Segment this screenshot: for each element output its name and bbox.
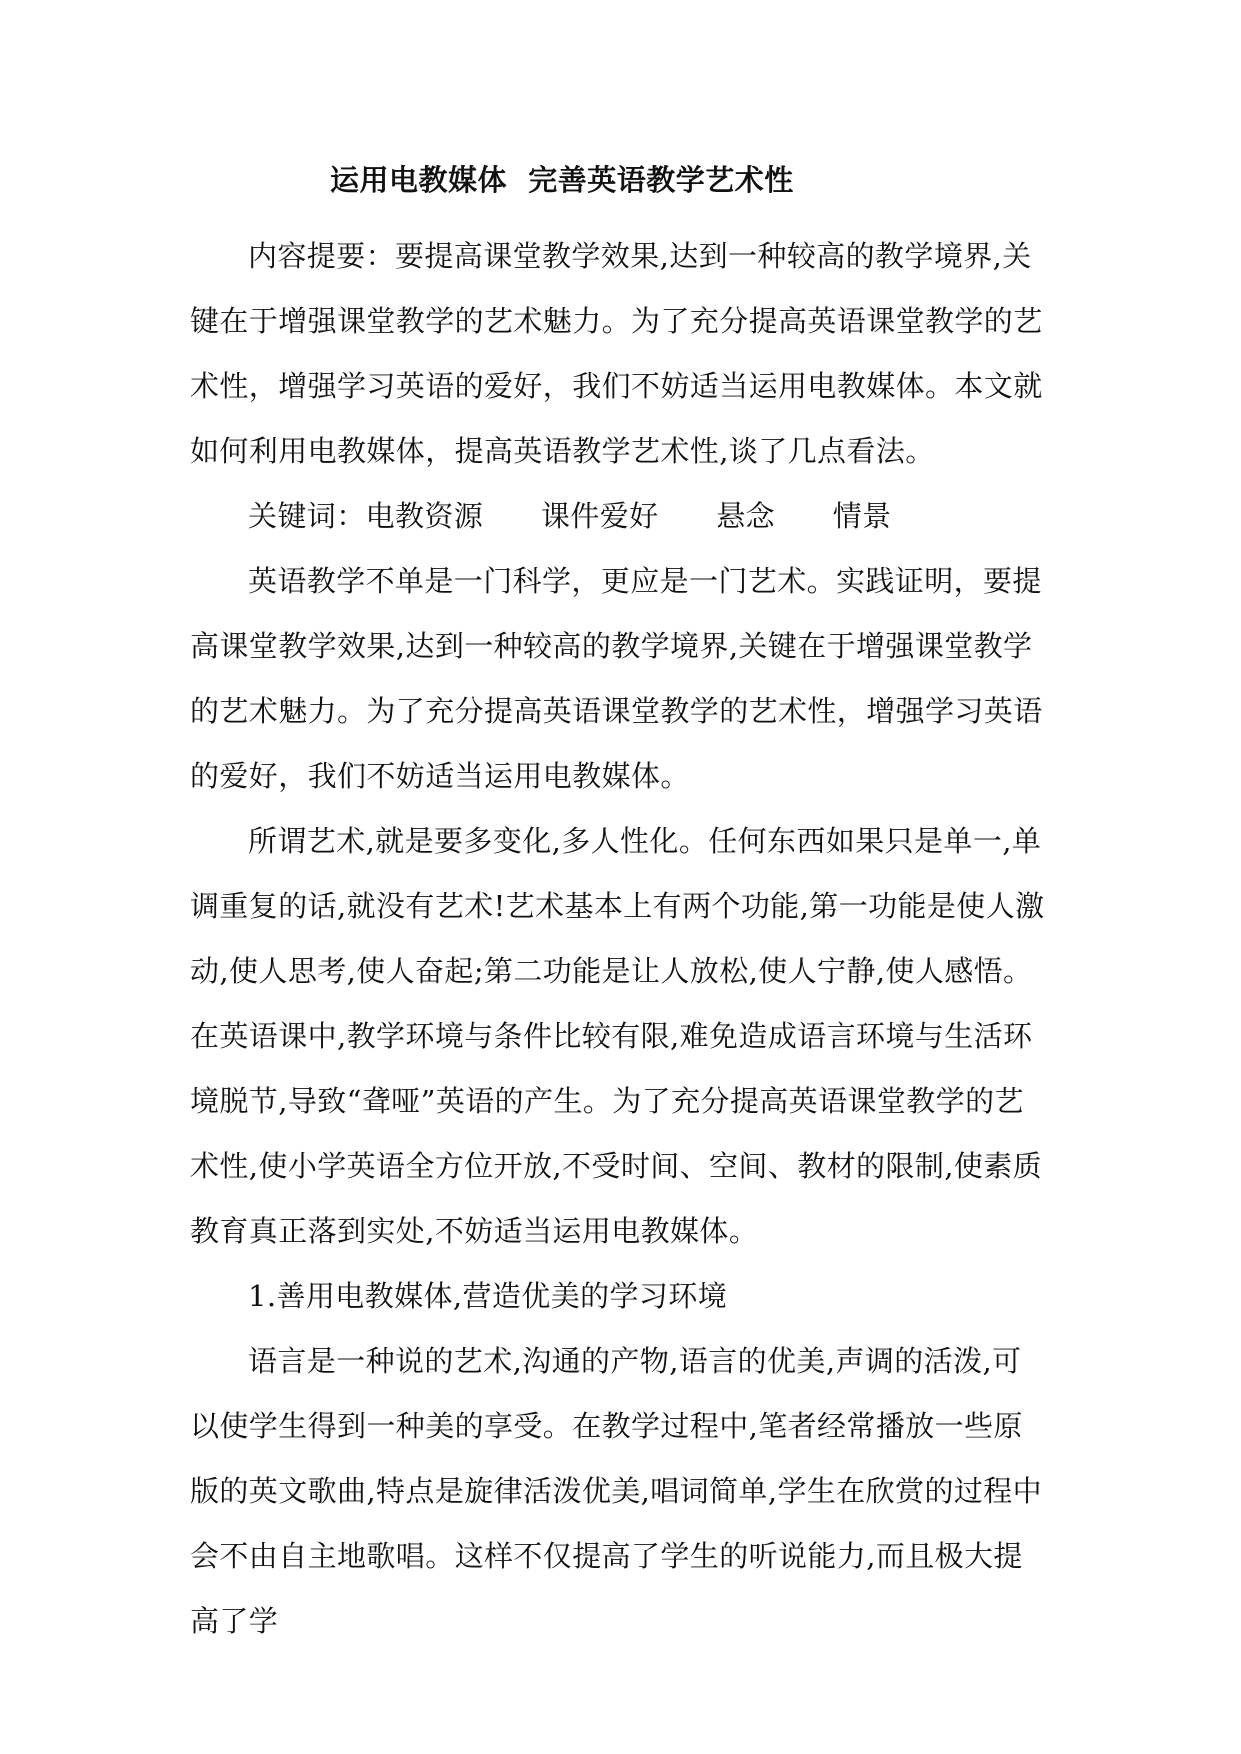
section-1-paragraph: 语言是一种说的艺术,沟通的产物,语言的优美,声调的活泼,可以使学生得到一种美的享受。在教学过程中,笔者经常播放一些原版的英文歌曲,特点是旋律活泼优美,唱词简单,学生在欣赏的过程中会不由自主地歌唱。这样不仅提高了学生的听说能力,而且极大提高了学 bbox=[190, 1344, 1043, 1638]
document-body bbox=[190, 224, 1050, 1654]
document-title: 运用电教媒体 完善英语教学艺术性 bbox=[330, 163, 794, 197]
art-definition-paragraph: 所谓艺术,就是要多变化,多人性化。任何东西如果只是单一,单调重复的话,就没有艺术!艺术基本上有两个功能,第一功能是使人激动,使人思考,使人奋起;第二功能是让人放松,使人宁静,使人感悟。在英语课中,教学环境与条件比较有限,难免造成语言环境与生活环境脱节,导致“聋哑”英语的产生。为了充分提高英语课堂教学的艺术性,使小学英语全方位开放,不受时间、空间、教材的限制,使素质教育真正落到实处,不妨适当运用电教媒体。 bbox=[190, 824, 1045, 1248]
keywords-paragraph: 关键词：电教资源 课件爱好 悬念 情景 bbox=[248, 499, 892, 533]
section-heading-1: 1.善用电教媒体,营造优美的学习环境 bbox=[248, 1279, 728, 1313]
abstract-paragraph: 内容提要：要提高课堂教学效果,达到一种较高的教学境界,关键在于增强课堂教学的艺术魅力。为了充分提高英语课堂教学的艺术性，增强学习英语的爱好，我们不妨适当运用电教媒体。本文就如何利用电教媒体，提高英语教学艺术性,谈了几点看法。 bbox=[190, 239, 1043, 468]
intro-paragraph: 英语教学不单是一门科学，更应是一门艺术。实践证明，要提高课堂教学效果,达到一种较高的教学境界,关键在于增强课堂教学的艺术魅力。为了充分提高英语课堂教学的艺术性，增强学习英语的爱好，我们不妨适当运用电教媒体。 bbox=[190, 564, 1043, 793]
